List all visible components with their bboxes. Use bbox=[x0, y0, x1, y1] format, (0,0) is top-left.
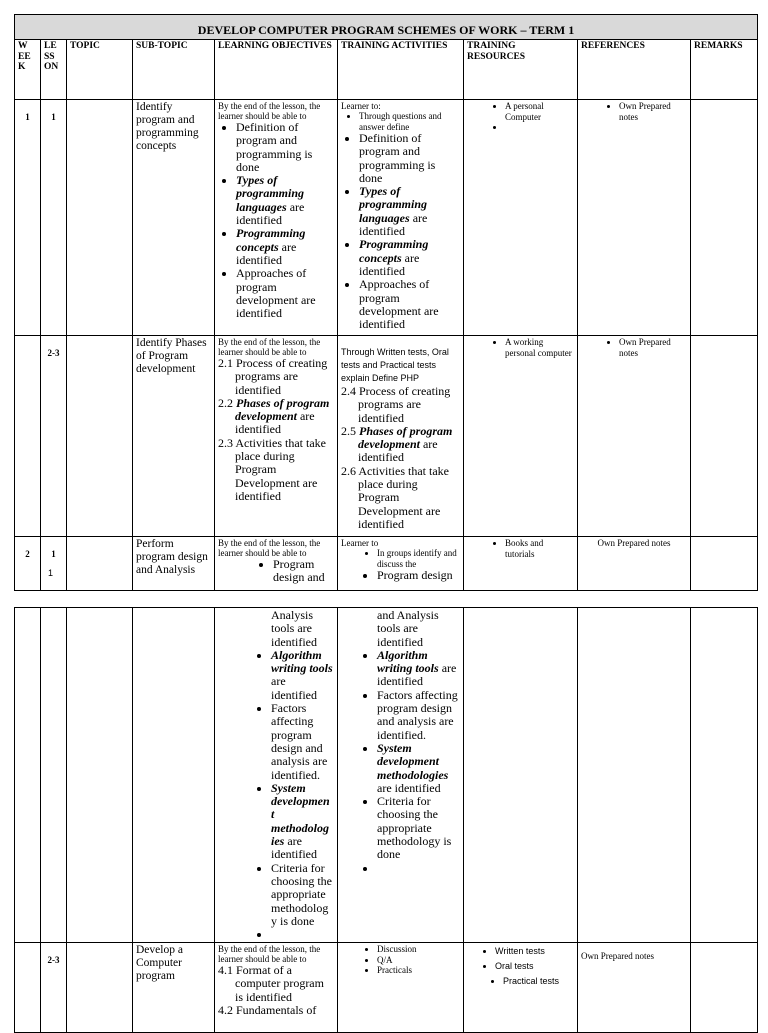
week-cell bbox=[15, 943, 41, 1033]
activities-cell bbox=[338, 608, 464, 943]
resources-cell bbox=[464, 537, 578, 591]
list-item: • Through questions and answer define bbox=[359, 111, 460, 132]
table-row bbox=[15, 336, 758, 537]
topic-cell bbox=[67, 336, 133, 537]
numbered-item: 2.6 Activities that take place during Program Development are identified bbox=[341, 463, 449, 531]
objectives-cell bbox=[215, 608, 338, 943]
remarks-cell bbox=[691, 608, 758, 943]
objectives-intro: By the end of the lesson, the learner should be able to bbox=[218, 337, 321, 357]
week-cell bbox=[15, 608, 41, 943]
list-item: • Program design bbox=[377, 569, 460, 582]
list-item: • Criteria for choosing the appropriate methodology is done bbox=[377, 795, 460, 861]
header-topic: TOPIC bbox=[67, 40, 133, 100]
lesson-cell: 2-3 bbox=[41, 943, 67, 1033]
scheme-table-page-2 bbox=[14, 607, 758, 1033]
week-cell: 1 bbox=[15, 100, 41, 336]
list-item: • Q/A bbox=[377, 955, 460, 966]
references-cell bbox=[578, 608, 691, 943]
list-item: • A working personal computer bbox=[505, 337, 574, 358]
list-item: • System development methodologies are identified bbox=[377, 742, 460, 795]
activities-cell bbox=[338, 100, 464, 336]
numbered-item: 4.2 Fundamentals of bbox=[218, 1002, 317, 1017]
list-item bbox=[271, 928, 334, 939]
continued-text: Analysis tools are identified bbox=[271, 608, 317, 649]
list-item: • Types of programming languages are identified bbox=[359, 185, 460, 238]
references-cell: Own Prepared notes bbox=[578, 537, 691, 591]
references-cell bbox=[578, 336, 691, 537]
week-cell: 2 bbox=[15, 537, 41, 591]
list-item: • Factors affecting program design and analysis are identified. bbox=[377, 689, 460, 742]
numbered-item: 2.5 Phases of program development are identified bbox=[341, 423, 453, 465]
header-objectives: LEARNING OBJECTIVES bbox=[215, 40, 338, 100]
list-item: • Practical tests bbox=[503, 974, 574, 989]
header-subtopic: SUB-TOPIC bbox=[133, 40, 215, 100]
header-activities: TRAINING ACTIVITIES bbox=[338, 40, 464, 100]
list-item: • Approaches of program development are identified bbox=[236, 267, 334, 320]
subtopic-cell: Perform program design and Analysis bbox=[133, 537, 215, 591]
activities-intro: Through Written tests, Oral tests and Practical tests explain Define PHP bbox=[341, 347, 449, 383]
header-references: REFERENCES bbox=[578, 40, 691, 100]
page-number: 1 bbox=[48, 568, 54, 578]
numbered-item: 2.2 Phases of program development are identified bbox=[218, 395, 330, 437]
subtopic-cell: Develop a Computer program bbox=[133, 943, 215, 1033]
lesson-cell: 2-3 bbox=[41, 336, 67, 537]
header-remarks: REMARKS bbox=[691, 40, 758, 100]
objectives-cell bbox=[215, 537, 338, 591]
table-row bbox=[15, 537, 758, 591]
list-item: • Books and tutorials bbox=[505, 538, 574, 559]
scheme-table-page-1 bbox=[14, 14, 758, 591]
lesson-cell: 1 bbox=[41, 100, 67, 336]
week-cell bbox=[15, 336, 41, 537]
header-resources: TRAINING RESOURCES bbox=[464, 40, 578, 100]
list-item: • Oral tests bbox=[495, 959, 574, 974]
subtopic-cell: Identify Phases of Program development bbox=[133, 336, 215, 537]
topic-cell bbox=[67, 100, 133, 336]
objectives-cell bbox=[215, 943, 338, 1033]
numbered-item: 4.1 Format of a computer program is identified bbox=[218, 963, 324, 1004]
resources-cell bbox=[464, 100, 578, 336]
table-row bbox=[15, 943, 758, 1033]
subtopic-cell: Identify program and programming concepts bbox=[133, 100, 215, 336]
activities-cell bbox=[338, 336, 464, 537]
remarks-cell bbox=[691, 943, 758, 1033]
remarks-cell bbox=[691, 336, 758, 537]
objectives-intro: By the end of the lesson, the learner should be able to bbox=[218, 538, 321, 558]
activities-cell bbox=[338, 943, 464, 1033]
objectives-cell bbox=[215, 336, 338, 537]
list-item: • Algorithm writing tools are identified bbox=[377, 649, 460, 689]
list-item: • Practicals bbox=[377, 965, 460, 976]
header-lesson: LE SS ON bbox=[41, 40, 67, 100]
activities-intro: Learner to bbox=[341, 538, 379, 548]
document-title: DEVELOP COMPUTER PROGRAM SCHEMES OF WORK – TERM 1 bbox=[15, 15, 758, 40]
lesson-cell: 1 bbox=[41, 537, 67, 591]
activities-intro: Learner to: bbox=[341, 101, 381, 111]
numbered-item: 2.3 Activities that take place during Program Development are identified bbox=[218, 435, 326, 503]
list-item: • Approaches of program development are identified bbox=[359, 278, 460, 331]
list-item: • Program design and bbox=[273, 558, 334, 585]
references-cell: Own Prepared notes bbox=[578, 943, 691, 1033]
remarks-cell bbox=[691, 537, 758, 591]
topic-cell bbox=[67, 943, 133, 1033]
table-row bbox=[15, 100, 758, 336]
numbered-item: 2.4 Process of creating programs are identified bbox=[341, 384, 451, 425]
list-item: • Types of programming languages are identified bbox=[236, 174, 334, 227]
list-item: • Own Prepared notes bbox=[619, 101, 687, 122]
resources-cell bbox=[464, 608, 578, 943]
list-item bbox=[505, 122, 574, 133]
list-item: • Written tests bbox=[495, 944, 574, 959]
topic-cell bbox=[67, 537, 133, 591]
list-item: • Programming concepts are identified bbox=[359, 238, 460, 278]
activities-cell bbox=[338, 537, 464, 591]
list-item: • In groups identify and discuss the bbox=[377, 548, 460, 569]
list-item: • Criteria for choosing the appropriate methodolog y is done bbox=[271, 862, 334, 928]
list-item: • Algorithm writing tools are identified bbox=[271, 649, 334, 702]
list-item: • A personal Computer bbox=[505, 101, 574, 122]
header-week: W EE K bbox=[15, 40, 41, 100]
objectives-intro: By the end of the lesson, the learner should be able to bbox=[218, 101, 321, 121]
resources-cell bbox=[464, 336, 578, 537]
list-item: • Definition of program and programming is done bbox=[359, 132, 460, 185]
list-item: • Discussion bbox=[377, 944, 460, 955]
table-row bbox=[15, 608, 758, 943]
resources-cell bbox=[464, 943, 578, 1033]
lesson-cell bbox=[41, 608, 67, 943]
topic-cell bbox=[67, 608, 133, 943]
list-item: • Own Prepared notes bbox=[619, 337, 687, 358]
list-item bbox=[377, 862, 460, 873]
objectives-intro: By the end of the lesson, the learner should be able to bbox=[218, 944, 321, 964]
numbered-item: 2.1 Process of creating programs are identified bbox=[218, 356, 328, 397]
continued-text: and Analysis tools are identified bbox=[377, 608, 439, 649]
references-cell bbox=[578, 100, 691, 336]
list-item: • Programming concepts are identified bbox=[236, 227, 334, 267]
list-item: • Definition of program and programming is done bbox=[236, 121, 334, 174]
remarks-cell bbox=[691, 100, 758, 336]
subtopic-cell bbox=[133, 608, 215, 943]
objectives-cell bbox=[215, 100, 338, 336]
list-item: • System developmen t methodolog ies are identified bbox=[271, 782, 334, 862]
list-item: • Factors affecting program design and analysis are identified. bbox=[271, 702, 334, 782]
